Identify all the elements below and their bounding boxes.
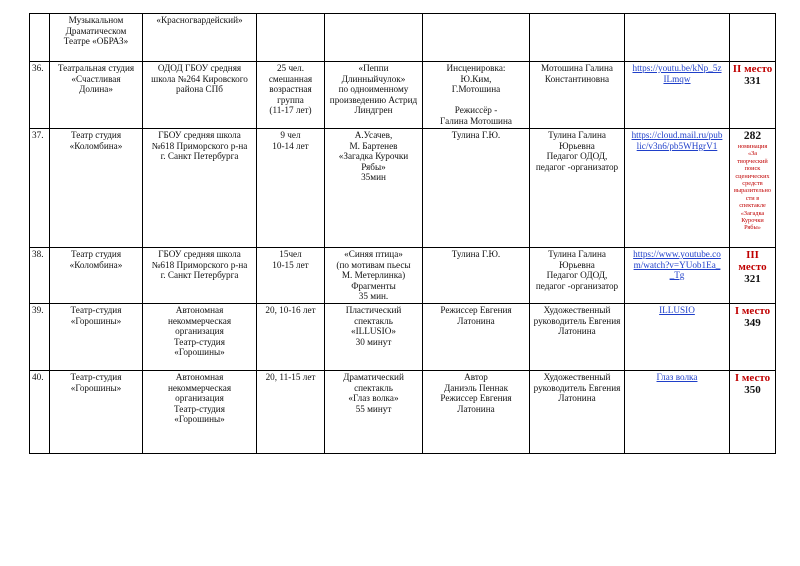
cell-line: ГБОУ средняя школа xyxy=(158,130,241,140)
collective-name-cell xyxy=(50,248,143,304)
score-value: 349 xyxy=(744,316,761,329)
organization-cell xyxy=(143,62,257,129)
cell-line: ОДОД ГБОУ средняя xyxy=(157,63,242,73)
cell-line: некоммерческая xyxy=(167,315,232,326)
cell-line: сти в xyxy=(745,194,760,202)
cell-line: m/watch?v=YUob1Ea_ xyxy=(633,259,721,270)
table-row xyxy=(30,248,776,304)
performance-title-cell xyxy=(325,248,423,304)
row-number-cell: 37. xyxy=(30,129,50,248)
cell-line: Латонина xyxy=(558,393,596,404)
table-row xyxy=(30,62,776,129)
organization-cell xyxy=(143,303,257,370)
cell-line: 30 минут xyxy=(355,336,392,347)
cell-line: руководитель Евгения xyxy=(533,382,621,393)
cell-line: Курочки xyxy=(741,217,764,225)
director-cell xyxy=(423,248,530,304)
teacher-cell xyxy=(530,370,625,453)
cell-line: «ILLUSIO» xyxy=(351,326,396,337)
cell-line: 9 чел xyxy=(280,130,301,140)
cell-line: Художественный xyxy=(543,371,611,382)
cell-line: Рябы» xyxy=(744,224,761,232)
score-value: 331 xyxy=(744,75,761,87)
cell-line: «Коломбина» xyxy=(69,140,123,151)
performance-title-cell xyxy=(325,303,423,370)
cell-line: М. Бартенев xyxy=(349,140,398,151)
cell-line: «Пеппи Длинныйчулок» xyxy=(341,63,406,84)
video-link-cell xyxy=(625,248,730,304)
cell-line: Тулина Галина xyxy=(548,249,606,259)
cell-line: поиск xyxy=(744,165,761,173)
result-cell xyxy=(730,303,776,370)
cell-line: Театр-студия xyxy=(174,403,225,414)
cell-line: «Горошины» xyxy=(174,414,225,425)
cell-line: Юрьевна xyxy=(559,259,595,270)
performance-title-cell xyxy=(325,129,423,248)
cell-line: г. Санкт Петербурга xyxy=(160,270,239,281)
cell-line: организация xyxy=(175,393,224,404)
video-link[interactable] xyxy=(627,130,727,151)
cell-line: Латонина xyxy=(558,326,596,337)
collective-name-cell xyxy=(50,370,143,453)
cell-line: Долина» xyxy=(79,84,113,95)
director-cell xyxy=(423,62,530,129)
table-row xyxy=(30,14,776,62)
cell-line: (11-17 лет) xyxy=(269,105,312,116)
director-cell xyxy=(423,370,530,453)
row-number-cell: 36. xyxy=(30,62,50,129)
cell-line: группа xyxy=(277,94,304,105)
teacher-cell xyxy=(530,62,625,129)
collective-name-cell xyxy=(50,129,143,248)
cell-line: «Глаз волка» xyxy=(348,393,399,404)
cell-line: Латонина xyxy=(457,403,495,414)
video-link-cell xyxy=(625,303,730,370)
cell-line: 15чел xyxy=(279,249,302,259)
cell-line: возрастная xyxy=(269,84,312,95)
place-label: III место xyxy=(738,249,767,273)
cell-line: Глаз волка xyxy=(656,371,698,382)
cell-line: 25 чел. xyxy=(276,63,305,73)
director-cell xyxy=(423,14,530,62)
cell-line: А.Усачев, xyxy=(354,130,393,140)
video-link[interactable] xyxy=(627,249,727,281)
cell-line: №618 Приморского р-на xyxy=(151,140,248,151)
row-number-cell: 39. xyxy=(30,303,50,370)
cell-line: Фрагменты xyxy=(351,280,396,291)
cell-line: lic/v3n6/pb5WHgrV1 xyxy=(636,140,718,151)
cell-line: Автономная xyxy=(175,304,224,315)
collective-name-cell xyxy=(50,62,143,129)
video-link-cell xyxy=(625,129,730,248)
nomination-text xyxy=(732,143,773,232)
collective-name-cell xyxy=(50,303,143,370)
cell-line: «Горошины» xyxy=(70,315,122,326)
cell-line: Тулина Г.Ю. xyxy=(451,130,501,140)
cell-line: ГБОУ средняя школа xyxy=(158,249,241,259)
cell-line: Константиновна xyxy=(544,73,610,84)
result-cell xyxy=(730,62,776,129)
organization-cell xyxy=(143,14,257,62)
cell-line: «Горошины» xyxy=(174,347,225,358)
cell-line: по одноименному xyxy=(338,84,409,95)
cell-line: района СПб xyxy=(176,84,223,95)
cell-line: спектакль xyxy=(354,382,393,393)
cell-line xyxy=(425,95,527,106)
cell-line: руководитель Евгения xyxy=(533,315,621,326)
cell-line: Мотошина Галина xyxy=(541,63,613,73)
cell-line: 20, 10-16 лет xyxy=(265,304,316,315)
video-link-cell xyxy=(625,370,730,453)
cell-line: ILLUSIO xyxy=(659,304,695,315)
teacher-cell xyxy=(530,14,625,62)
score-value: 350 xyxy=(744,383,761,396)
result-cell xyxy=(730,370,776,453)
cell-line: №618 Приморского р-на xyxy=(151,259,248,270)
cell-line: Автор xyxy=(464,371,488,382)
table-row xyxy=(30,370,776,453)
cell-line: https://cloud.mail.ru/pub xyxy=(631,130,723,140)
cell-line: «За xyxy=(747,150,758,158)
cell-line: выразительно xyxy=(733,187,772,195)
cell-line: https://youtu.be/kNp_5z xyxy=(632,63,722,73)
cell-line: «Загадка xyxy=(740,209,765,217)
video-link-cell xyxy=(625,14,730,62)
cell-line: Юрьевна xyxy=(559,140,595,151)
cell-line: 10-15 лет xyxy=(272,259,309,270)
teacher-cell xyxy=(530,248,625,304)
director-cell xyxy=(423,129,530,248)
teacher-cell xyxy=(530,303,625,370)
performance-title-cell xyxy=(325,62,423,129)
group-info-cell xyxy=(257,62,325,129)
cell-line: «Коломбина» xyxy=(69,259,123,270)
row-number-cell: 40. xyxy=(30,370,50,453)
results-table xyxy=(29,13,776,454)
cell-line: Драматический xyxy=(343,371,404,382)
cell-line: смешанная xyxy=(268,73,313,84)
cell-line: номинация xyxy=(737,143,768,150)
teacher-cell xyxy=(530,129,625,248)
cell-line: школа №264 Кировского xyxy=(151,73,248,84)
cell-line: _Tg xyxy=(669,270,685,281)
cell-line: Автономная xyxy=(175,371,224,382)
cell-line: Тулина Галина xyxy=(548,130,606,140)
cell-line: 20, 11-15 лет xyxy=(265,371,316,382)
cell-line: Музыкальном xyxy=(68,15,124,25)
performance-title-cell xyxy=(325,370,423,453)
cell-line: Драматическом xyxy=(65,25,127,36)
cell-line: творческий xyxy=(737,157,768,165)
cell-line: «Красногвардейский» xyxy=(156,15,243,25)
table-row xyxy=(30,129,776,248)
video-link-cell xyxy=(625,62,730,129)
place-label: I место xyxy=(734,304,771,317)
cell-line: 35мин xyxy=(361,172,386,183)
organization-cell xyxy=(143,370,257,453)
performance-title-cell xyxy=(325,14,423,62)
cell-line: ILmqw xyxy=(663,73,691,84)
cell-line: 35 мин. xyxy=(358,291,389,302)
group-info-cell xyxy=(257,248,325,304)
group-info-cell xyxy=(257,129,325,248)
cell-line: Театре «ОБРАЗ» xyxy=(63,36,129,47)
cell-line: «Синяя птица» xyxy=(344,249,403,259)
cell-line: Линдгрен xyxy=(354,105,393,116)
result-cell xyxy=(730,129,776,248)
group-info-cell xyxy=(257,370,325,453)
group-info-cell xyxy=(257,303,325,370)
score-value: 321 xyxy=(744,273,761,285)
cell-line: Даниэль Пеннак xyxy=(443,382,509,393)
video-link[interactable] xyxy=(627,372,727,383)
organization-cell xyxy=(143,248,257,304)
cell-line: 10-14 лет xyxy=(272,140,309,151)
cell-line: Театральная студия xyxy=(57,63,135,73)
result-cell xyxy=(730,14,776,62)
video-link[interactable] xyxy=(627,63,727,84)
cell-line: Ю.Ким, xyxy=(460,73,492,84)
cell-line: педагог -организатор xyxy=(535,280,619,291)
cell-line: Режиссер Евгения xyxy=(440,304,512,315)
video-link[interactable] xyxy=(627,305,727,316)
row-number-cell xyxy=(30,14,50,62)
cell-line: Театр-студия xyxy=(70,304,122,315)
cell-line: «Счастливая xyxy=(71,73,121,84)
result-cell xyxy=(730,248,776,304)
cell-line: спектакле xyxy=(739,202,766,210)
cell-line: Театр студия xyxy=(70,130,122,140)
cell-line: Режиссёр - xyxy=(454,105,498,116)
place-label: I место xyxy=(734,371,771,384)
cell-line: Тулина Г.Ю. xyxy=(451,249,501,259)
organization-cell xyxy=(143,129,257,248)
cell-line: Галина Мотошина xyxy=(440,115,512,126)
row-number-cell: 38. xyxy=(30,248,50,304)
cell-line: М. Метерлинка) xyxy=(341,270,406,281)
table-row xyxy=(30,303,776,370)
cell-line: некоммерческая xyxy=(167,382,232,393)
cell-line: Латонина xyxy=(457,315,495,326)
cell-line: произведению Астрид xyxy=(329,94,418,105)
cell-line: сценических xyxy=(735,172,770,180)
cell-line: https://www.youtube.co xyxy=(633,249,721,259)
cell-line: Театр-студия xyxy=(174,336,225,347)
cell-line: Инсценировка: xyxy=(446,63,506,73)
collective-name-cell xyxy=(50,14,143,62)
cell-line: г. Санкт Петербурга xyxy=(160,151,239,162)
cell-line: Театр-студия xyxy=(70,371,122,382)
cell-line: Художественный xyxy=(543,304,611,315)
cell-line: Педагог ОДОД, xyxy=(546,151,608,162)
cell-line: Педагог ОДОД, xyxy=(546,270,608,281)
cell-line: (по мотивам пьесы xyxy=(336,259,411,270)
cell-line: Г.Мотошина xyxy=(451,84,501,95)
cell-line: Режиссер Евгения xyxy=(440,393,512,404)
score-value: 282 xyxy=(743,130,762,142)
cell-line: «Горошины» xyxy=(70,382,122,393)
place-label: II место xyxy=(732,63,773,75)
cell-line: педагог -организатор xyxy=(535,161,619,172)
cell-line: Пластический спектакль xyxy=(345,304,402,326)
cell-line: организация xyxy=(175,326,224,337)
cell-line: Театр студия xyxy=(70,249,122,259)
director-cell xyxy=(423,303,530,370)
group-info-cell xyxy=(257,14,325,62)
cell-line: 55 минут xyxy=(355,403,392,414)
cell-line: средств xyxy=(742,180,763,188)
cell-line: «Загадка Курочки Рябы» xyxy=(338,151,409,172)
